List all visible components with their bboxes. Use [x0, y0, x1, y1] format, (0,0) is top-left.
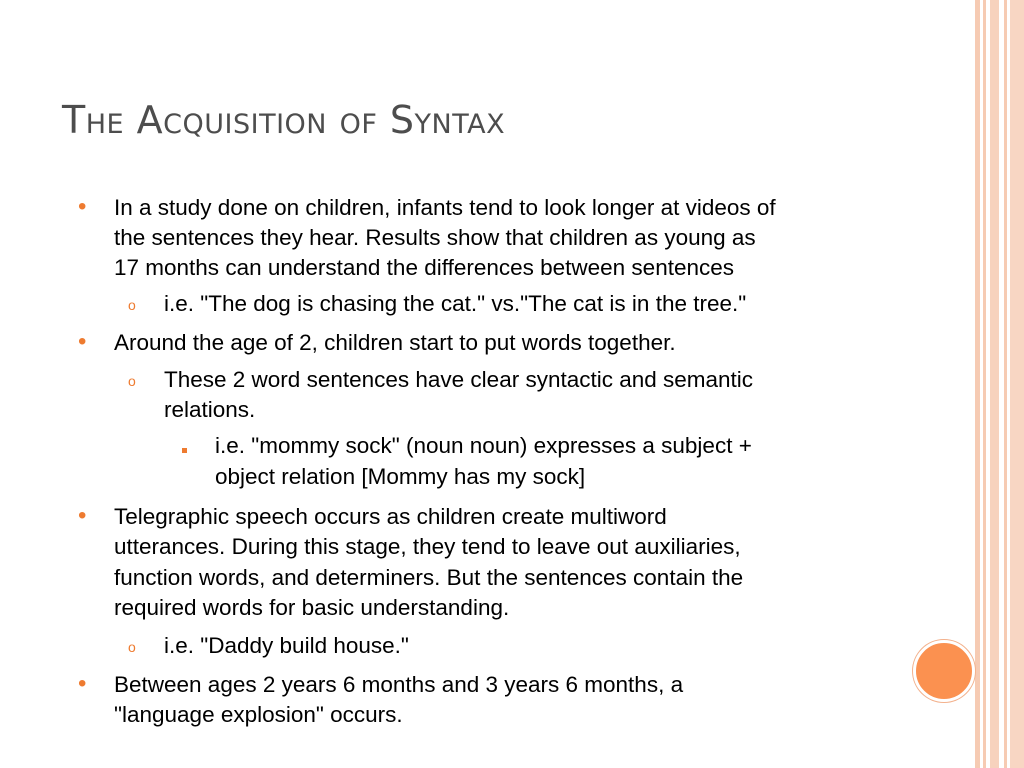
bullet-text: function words, and determiners. But the sentences contain the — [114, 565, 744, 590]
bullet-dot-icon: • — [78, 502, 87, 529]
bullet-text: utterances. During this stage, they tend to leave out auxiliaries, — [114, 534, 741, 559]
sub-bullet-text: i.e. "Daddy build house." — [164, 633, 409, 658]
circle-bullet-icon: o — [128, 297, 136, 313]
bullet-text: Between ages 2 years 6 months and 3 years 6 months, a — [114, 672, 684, 697]
bullet-dot-icon: • — [78, 193, 87, 220]
circle-bullet-icon: o — [128, 373, 136, 389]
bullet-text: 17 months can understand the differences between sentences — [114, 255, 735, 280]
bullet-text: Telegraphic speech occurs as children create multiword — [114, 504, 667, 529]
sub-bullet-text: i.e. "The dog is chasing the cat." vs."The cat is in the tree." — [164, 291, 747, 316]
subsub-bullet-text: object relation [Mommy has my sock] — [215, 464, 586, 489]
sub-bullet-text: relations. — [164, 397, 256, 422]
subsub-bullet-text: i.e. "mommy sock" (noun noun) expresses a subject + — [215, 433, 752, 458]
circle-bullet-icon: o — [128, 639, 136, 655]
decor-stripe — [1010, 0, 1024, 768]
decor-stripe — [983, 0, 986, 768]
bullet-text: the sentences they hear. Results show that children as young as — [114, 225, 756, 250]
bullet-text: Around the age of 2, children start to put words together. — [114, 330, 676, 355]
decor-stripe — [1004, 0, 1007, 768]
bullet-text: required words for basic understanding. — [114, 595, 510, 620]
decor-circle — [913, 640, 975, 702]
bullet-text: In a study done on children, infants tend to look longer at videos of — [114, 195, 776, 220]
slide-title: The Acquisition of Syntax — [62, 98, 506, 142]
bullet-dot-icon: • — [78, 670, 87, 697]
bullet-text: "language explosion" occurs. — [114, 702, 403, 727]
square-bullet-icon — [182, 448, 187, 453]
sub-bullet-text: These 2 word sentences have clear syntactic and semantic — [164, 367, 754, 392]
decor-stripe — [990, 0, 999, 768]
bullet-dot-icon: • — [78, 328, 87, 355]
decor-stripe — [975, 0, 980, 768]
